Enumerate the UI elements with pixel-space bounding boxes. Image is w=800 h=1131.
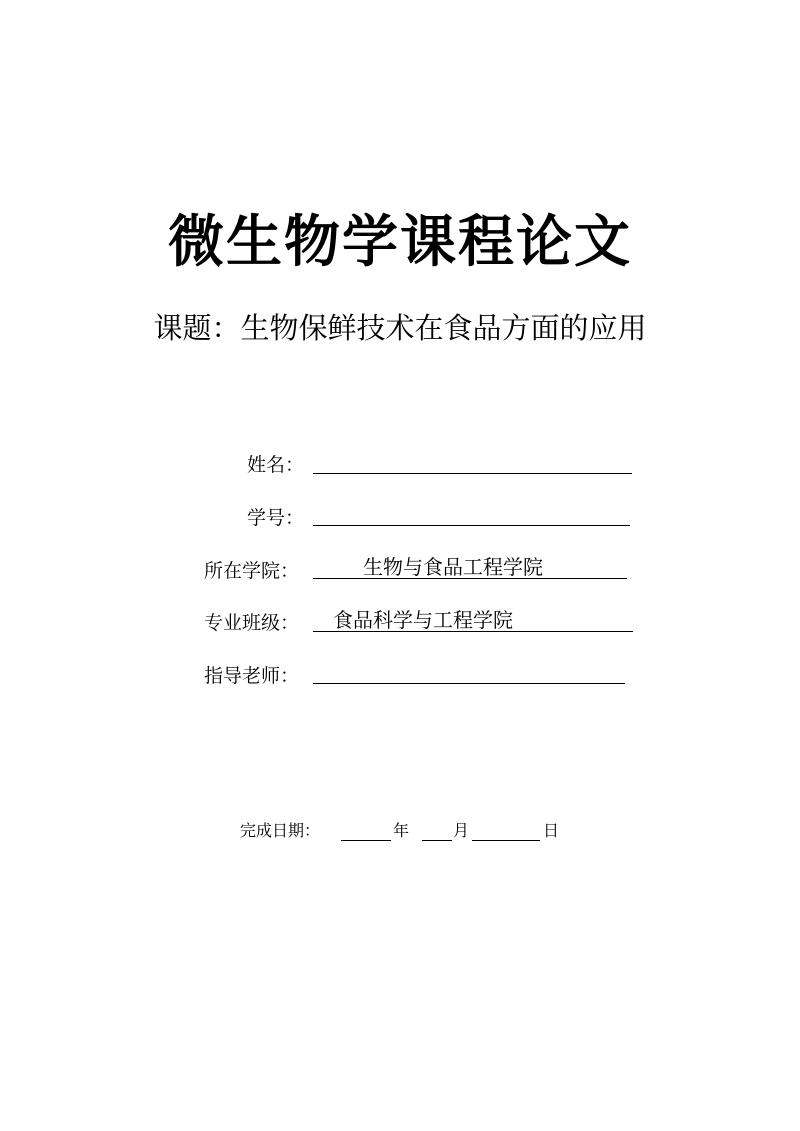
major-class-label: 专业班级：: [204, 612, 300, 634]
thesis-topic: 课题：生物保鲜技术在食品方面的应用: [153, 311, 647, 345]
name-field[interactable]: [313, 473, 632, 474]
advisor-label: 指导老师：: [204, 665, 300, 687]
student-id-field[interactable]: [313, 525, 630, 526]
month-suffix: 月: [453, 821, 470, 840]
student-id-label: 学号：: [247, 507, 305, 529]
day-field[interactable]: [472, 840, 540, 841]
year-suffix: 年: [393, 821, 410, 840]
day-suffix: 日: [543, 821, 560, 840]
name-label: 姓名：: [247, 454, 305, 476]
college-value: 生物与食品工程学院: [363, 555, 543, 579]
major-class-value: 食品科学与工程学院: [333, 608, 513, 632]
year-field[interactable]: [341, 840, 391, 841]
college-label: 所在学院：: [204, 560, 300, 582]
advisor-field[interactable]: [313, 683, 625, 684]
page-title: 微生物学课程论文: [168, 210, 632, 275]
completion-date-label: 完成日期：: [240, 821, 321, 840]
month-field[interactable]: [422, 840, 452, 841]
